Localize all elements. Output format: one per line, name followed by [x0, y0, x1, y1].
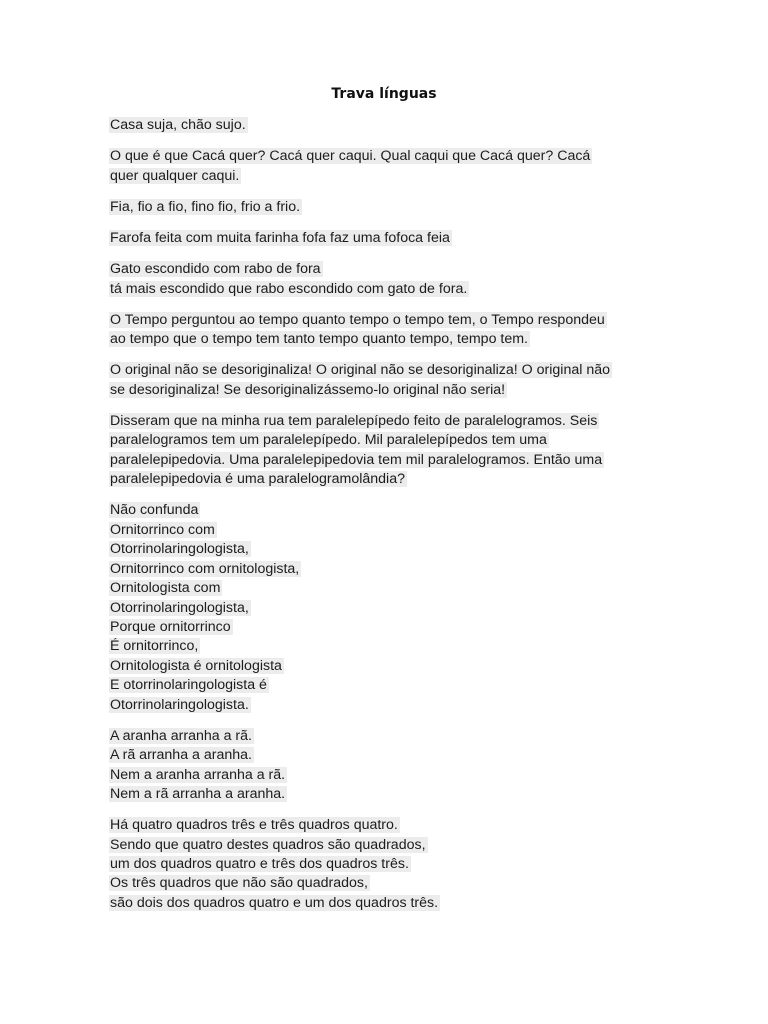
text-line [109, 280, 669, 299]
highlighted-text: ao tempo que o tempo tem tanto tempo quanto tempo, tempo tem. [110, 331, 528, 348]
highlighted-text: Disseram que na minha rua tem paralelepípedo feito de paralelogramos. Seis [110, 413, 598, 430]
text-line [109, 381, 669, 400]
text-line [109, 501, 669, 520]
highlighted-text: são dois dos quadros quatro e um dos quadros três. [110, 894, 439, 911]
text-line [109, 637, 669, 656]
text-line [109, 521, 669, 540]
highlighted-text: se desoriginaliza! Se desoriginalizássemo-lo original não seria! [110, 381, 506, 398]
highlighted-text: paralelepipedovia. Uma paralelepipedovia tem mil paralelogramos. Então uma [110, 451, 603, 468]
highlighted-text: O original não se desoriginaliza! O original não se desoriginaliza! O original não [110, 362, 611, 379]
text-line [109, 874, 669, 893]
highlighted-text: Nem a rã arranha a aranha. [110, 785, 286, 802]
highlighted-text: Ornitorrinco com [110, 521, 215, 538]
highlighted-text: O Tempo perguntou ao tempo quanto tempo o tempo tem, o Tempo respondeu [110, 311, 605, 328]
text-line [109, 696, 669, 715]
tongue-twister-paragraph [109, 361, 669, 400]
text-line [109, 785, 669, 804]
highlighted-text: O que é que Cacá quer? Cacá quer caqui. Qual caqui que Cacá quer? Cacá [110, 148, 591, 165]
text-line [109, 766, 669, 785]
text-line [109, 229, 669, 248]
text-line [109, 676, 669, 695]
text-line [109, 260, 669, 279]
tongue-twister-paragraph [109, 116, 669, 135]
text-line [109, 618, 669, 637]
highlighted-text: Gato escondido com rabo de fora [110, 261, 321, 278]
highlighted-text: Farofa feita com muita farinha fofa faz uma fofoca feia [110, 230, 450, 247]
text-line [109, 311, 669, 330]
highlighted-text: Fia, fio a fio, fino fio, frio a frio. [110, 198, 301, 215]
text-line [109, 412, 669, 431]
highlighted-text: Porque ornitorrinco [110, 618, 231, 635]
text-line [109, 727, 669, 746]
text-line [109, 816, 669, 835]
highlighted-text: Casa suja, chão sujo. [110, 117, 246, 133]
text-line [109, 746, 669, 765]
highlighted-text: um dos quadros quatro e três dos quadros três. [110, 855, 409, 872]
text-line [109, 540, 669, 559]
tongue-twister-paragraph [109, 260, 669, 299]
highlighted-text: Ornitologista é ornitologista [110, 657, 282, 674]
tongue-twister-paragraph [109, 147, 669, 186]
tongue-twister-paragraph [109, 311, 669, 350]
tongue-twister-paragraph [109, 198, 669, 217]
text-line [109, 599, 669, 618]
text-line [109, 560, 669, 579]
highlighted-text: Ornitorrinco com ornitologista, [110, 560, 300, 577]
highlighted-text: Sendo que quatro destes quadros são quadrados, [110, 836, 426, 853]
tongue-twister-paragraph [109, 412, 669, 490]
text-line [109, 431, 669, 450]
highlighted-text: Há quatro quadros três e três quadros quatro. [110, 817, 398, 834]
text-line [109, 116, 669, 135]
text-line [109, 330, 669, 349]
highlighted-text: E otorrinolaringologista é [110, 677, 267, 694]
tongue-twister-paragraph [109, 501, 669, 714]
text-line [109, 579, 669, 598]
text-line [109, 167, 669, 186]
highlighted-text: paralelepipedovia é uma paralelogramolândia? [110, 471, 405, 488]
highlighted-text: paralelogramos tem um paralelepípedo. Mil paralelepípedos tem uma [110, 432, 547, 449]
highlighted-text: Otorrinolaringologista, [110, 541, 249, 558]
highlighted-text: Otorrinolaringologista. [110, 696, 249, 713]
highlighted-text: A rã arranha a aranha. [110, 747, 252, 764]
text-line [109, 361, 669, 380]
text-line [109, 894, 669, 913]
highlighted-text: Os três quadros que não são quadrados, [110, 875, 368, 892]
highlighted-text: tá mais escondido que rabo escondido com gato de fora. [110, 280, 468, 297]
highlighted-text: É ornitorrinco, [110, 638, 199, 655]
text-line [109, 836, 669, 855]
tongue-twister-paragraph [109, 727, 669, 805]
highlighted-text: Não confunda [110, 502, 199, 519]
text-line [109, 451, 669, 470]
text-line [109, 855, 669, 874]
tongue-twister-paragraph [109, 229, 669, 248]
highlighted-text: Otorrinolaringologista, [110, 599, 249, 616]
highlighted-text: Nem a aranha arranha a rã. [110, 766, 286, 783]
text-line [109, 198, 669, 217]
highlighted-text: Ornitologista com [110, 580, 221, 597]
highlighted-text: quer qualquer caqui. [110, 167, 240, 184]
tongue-twister-paragraph [109, 816, 669, 913]
document-title: Trava línguas [331, 86, 437, 102]
document-body [109, 116, 669, 925]
highlighted-text: A aranha arranha a rã. [110, 727, 252, 744]
text-line [109, 470, 669, 489]
text-line [109, 657, 669, 676]
text-line [109, 147, 669, 166]
